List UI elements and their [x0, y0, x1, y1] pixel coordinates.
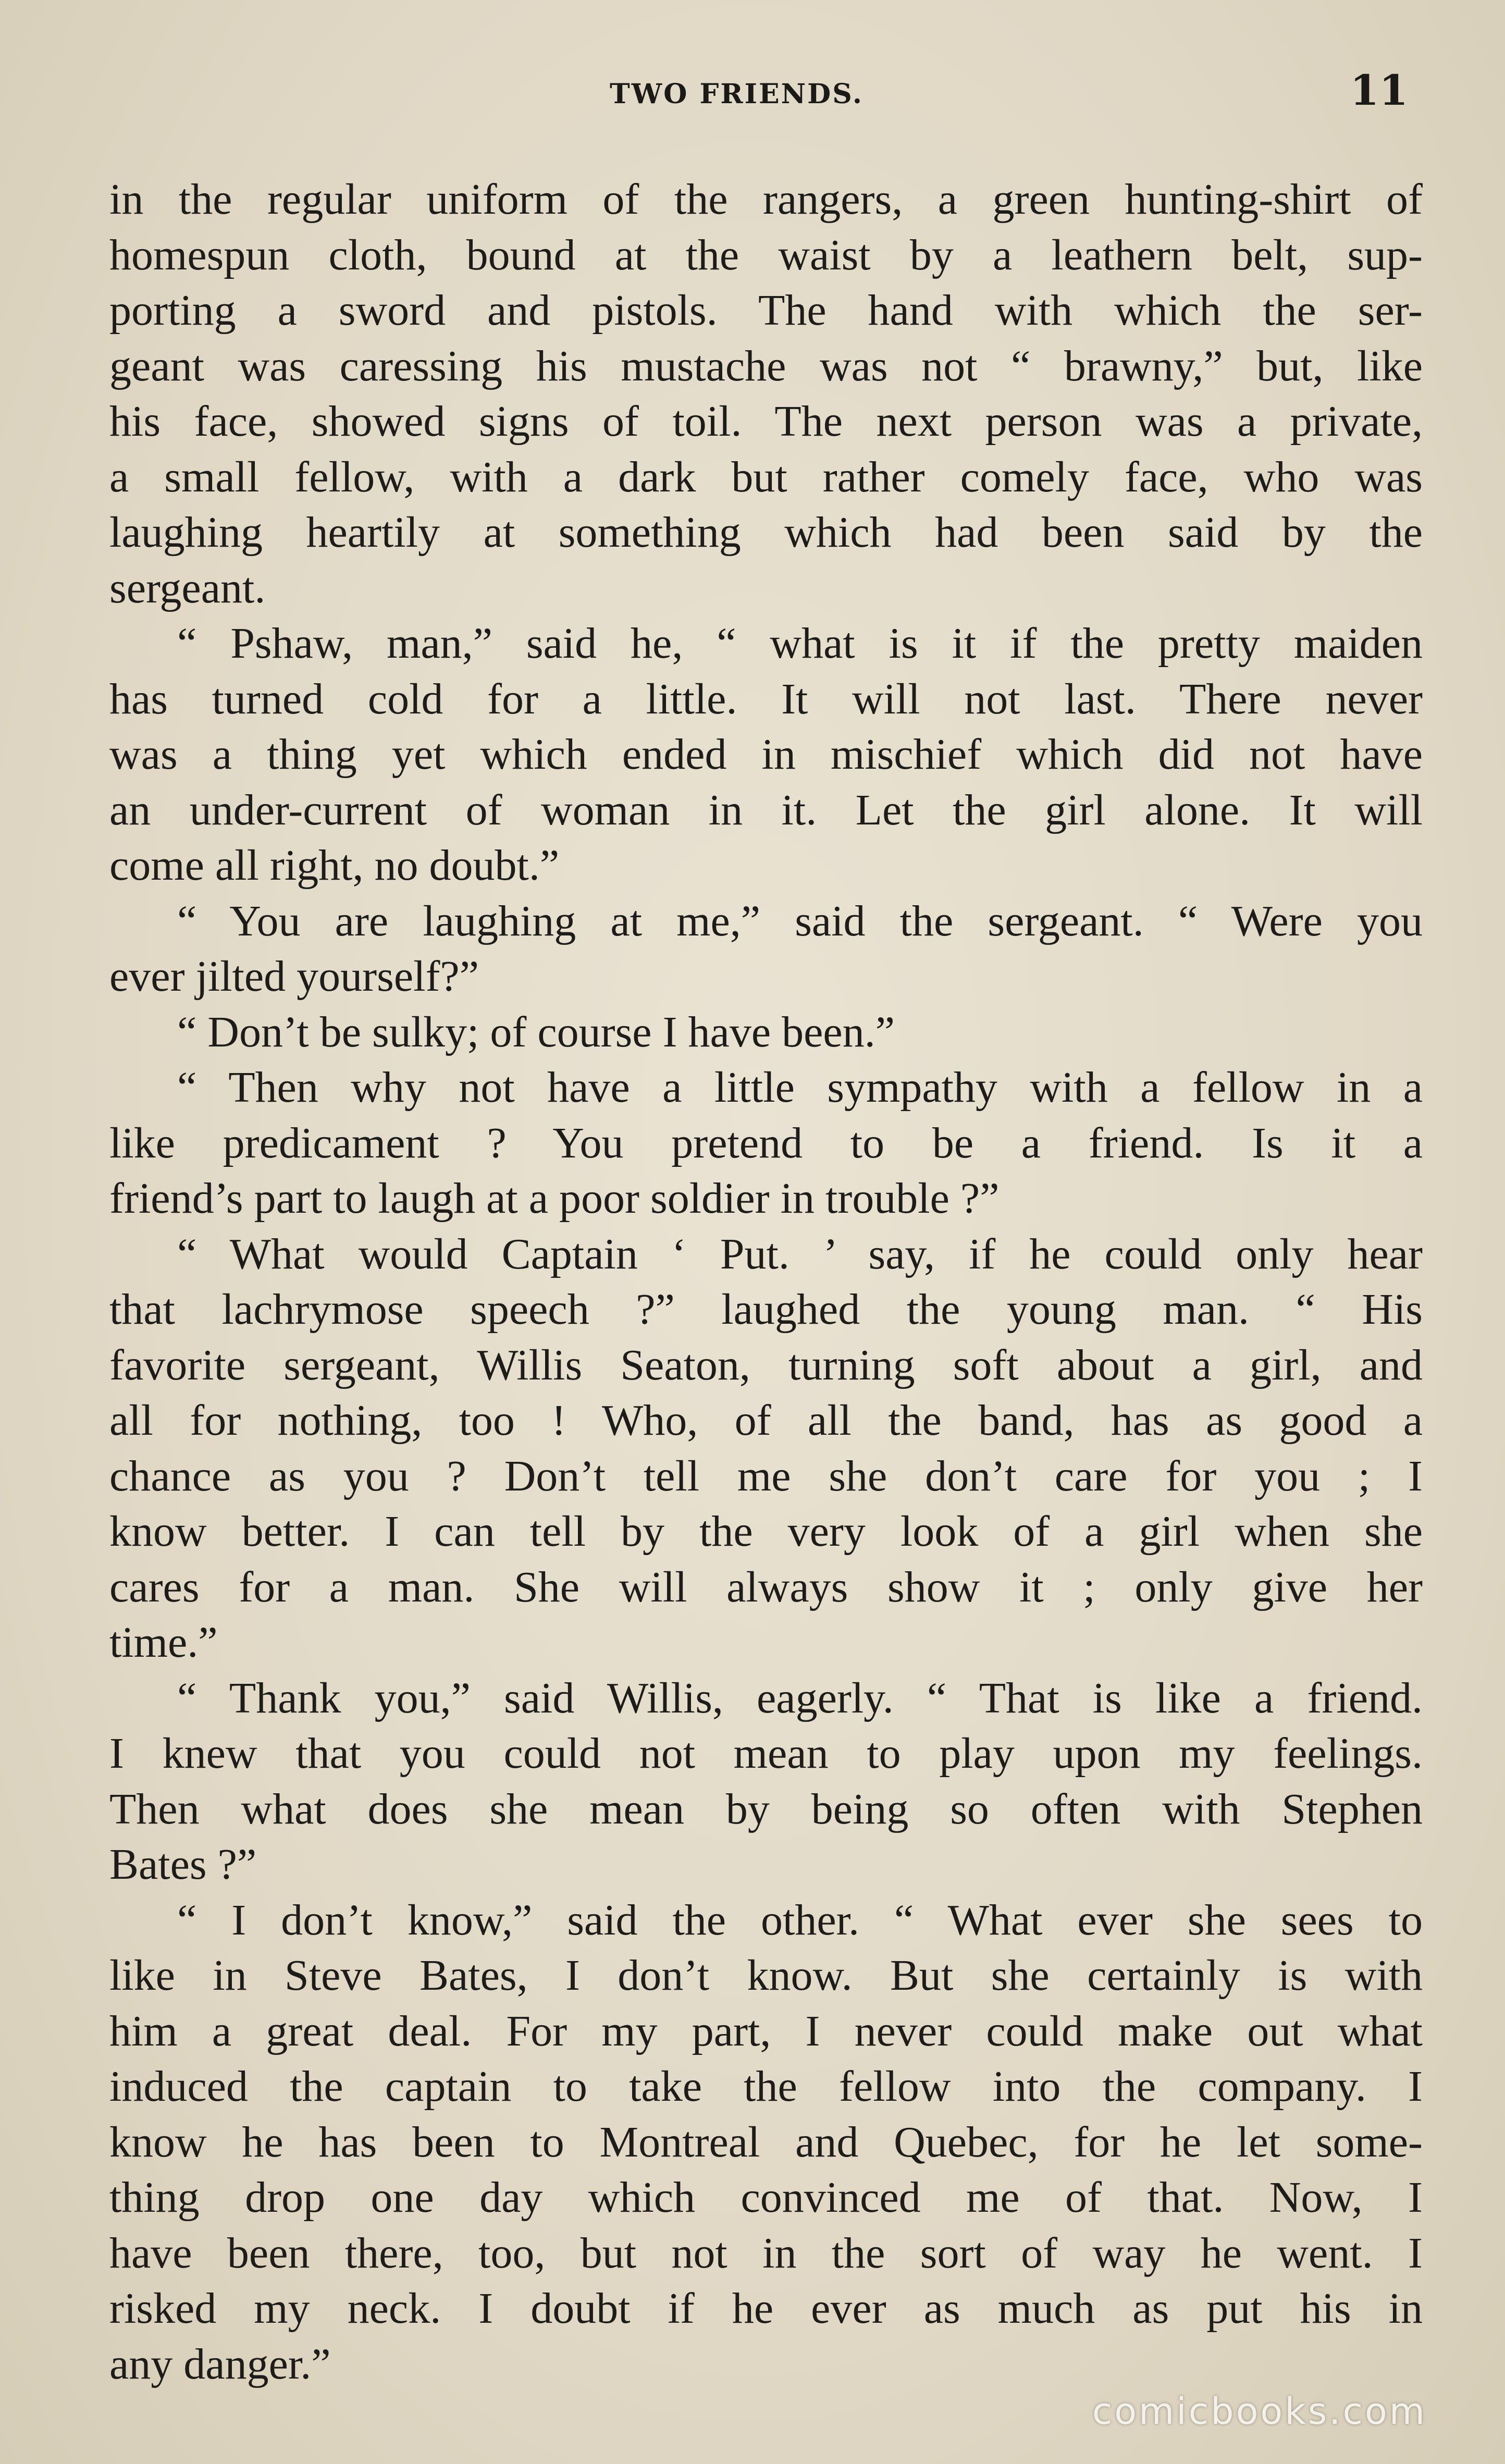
paragraph [109, 1893, 1423, 2393]
text-line: time.” [109, 1618, 218, 1667]
text-line: ever jilted yourself?” [109, 952, 479, 1001]
text-line: “ What would Captain ‘ Put. ’ say, if he could only hear [177, 1229, 1423, 1278]
text-line: like predicament ? You pretend to be a friend. Is it a [109, 1118, 1423, 1167]
text-line: in the regular uniform of the rangers, a green hunting-shirt of [109, 175, 1423, 224]
text-line: “ Then why not have a little sympathy with a fellow in a [177, 1063, 1423, 1112]
text-line: “ I don’t know,” said the other. “ What ever she sees to [177, 1895, 1423, 1944]
text-line: “ Don’t be sulky; of course I have been.” [177, 1007, 895, 1056]
text-line: an under-current of woman in it. Let the girl alone. It will [109, 785, 1423, 834]
text-line: thing drop one day which convinced me of that. Now, I [109, 2173, 1423, 2222]
text-line: chance as you ? Don’t tell me she don’t care for you ; I [109, 1451, 1423, 1500]
text-line: “ Thank you,” said Willis, eagerly. “ That is like a friend. [177, 1673, 1423, 1722]
watermark: comicbooks.com [1092, 2390, 1427, 2433]
paragraph [109, 894, 1423, 1005]
text-line: induced the captain to take the fellow into the company. I [109, 2062, 1423, 2111]
text-line: that lachrymose speech ?” laughed the young man. “ His [109, 1285, 1423, 1334]
text-line: cares for a man. She will always show it ; only give her [109, 1562, 1423, 1611]
text-line: “ Pshaw, man,” said he, “ what is it if the pretty maiden [177, 619, 1423, 668]
text-line: all for nothing, too ! Who, of all the band, has as good a [109, 1396, 1423, 1445]
text-line: Then what does she mean by being so often with Stephen [109, 1784, 1423, 1833]
text-line: know better. I can tell by the very look of a girl when she [109, 1507, 1423, 1556]
text-line: like in Steve Bates, I don’t know. But she certainly is with [109, 1951, 1423, 2000]
body-text [109, 172, 1423, 2392]
paragraph [109, 1227, 1423, 1671]
text-line: a small fellow, with a dark but rather comely face, who was [109, 452, 1423, 501]
text-line: Bates ?” [109, 1840, 257, 1889]
text-line: any danger.” [109, 2339, 331, 2388]
text-line: geant was caressing his mustache was not “ brawny,” but, like [109, 341, 1423, 390]
text-line: sergeant. [109, 563, 266, 612]
text-line: friend’s part to laugh at a poor soldier in trouble ?” [109, 1174, 1000, 1223]
text-line: homespun cloth, bound at the waist by a leathern belt, sup- [109, 230, 1423, 279]
page-header [0, 57, 1505, 115]
text-line: laughing heartily at something which had been said by the [109, 508, 1423, 557]
text-line: his face, showed signs of toil. The next person was a private, [109, 397, 1423, 446]
paragraph [109, 172, 1423, 616]
paragraph [109, 616, 1423, 894]
text-line: him a great deal. For my part, I never could make out what [109, 2006, 1423, 2055]
text-line: risked my neck. I doubt if he ever as much as put his in [109, 2284, 1423, 2333]
running-head: TWO FRIENDS. [610, 78, 864, 110]
text-line: “ You are laughing at me,” said the sergeant. “ Were you [177, 896, 1423, 945]
text-line: I knew that you could not mean to play upon my feelings. [109, 1729, 1423, 1778]
paragraph [109, 1060, 1423, 1227]
paragraph [109, 1005, 1423, 1061]
text-line: favorite sergeant, Willis Seaton, turning soft about a girl, and [109, 1340, 1423, 1389]
text-line: was a thing yet which ended in mischief which did not have [109, 730, 1423, 779]
text-line: porting a sword and pistols. The hand with which the ser- [109, 286, 1423, 335]
paragraph [109, 1671, 1423, 1893]
text-line: have been there, too, but not in the sort of way he went. I [109, 2228, 1423, 2277]
text-line: come all right, no doubt.” [109, 841, 560, 890]
text-line: know he has been to Montreal and Quebec, for he let some- [109, 2117, 1423, 2166]
page-number: 11 [1350, 66, 1408, 115]
text-line: has turned cold for a little. It will not last. There never [109, 674, 1423, 723]
